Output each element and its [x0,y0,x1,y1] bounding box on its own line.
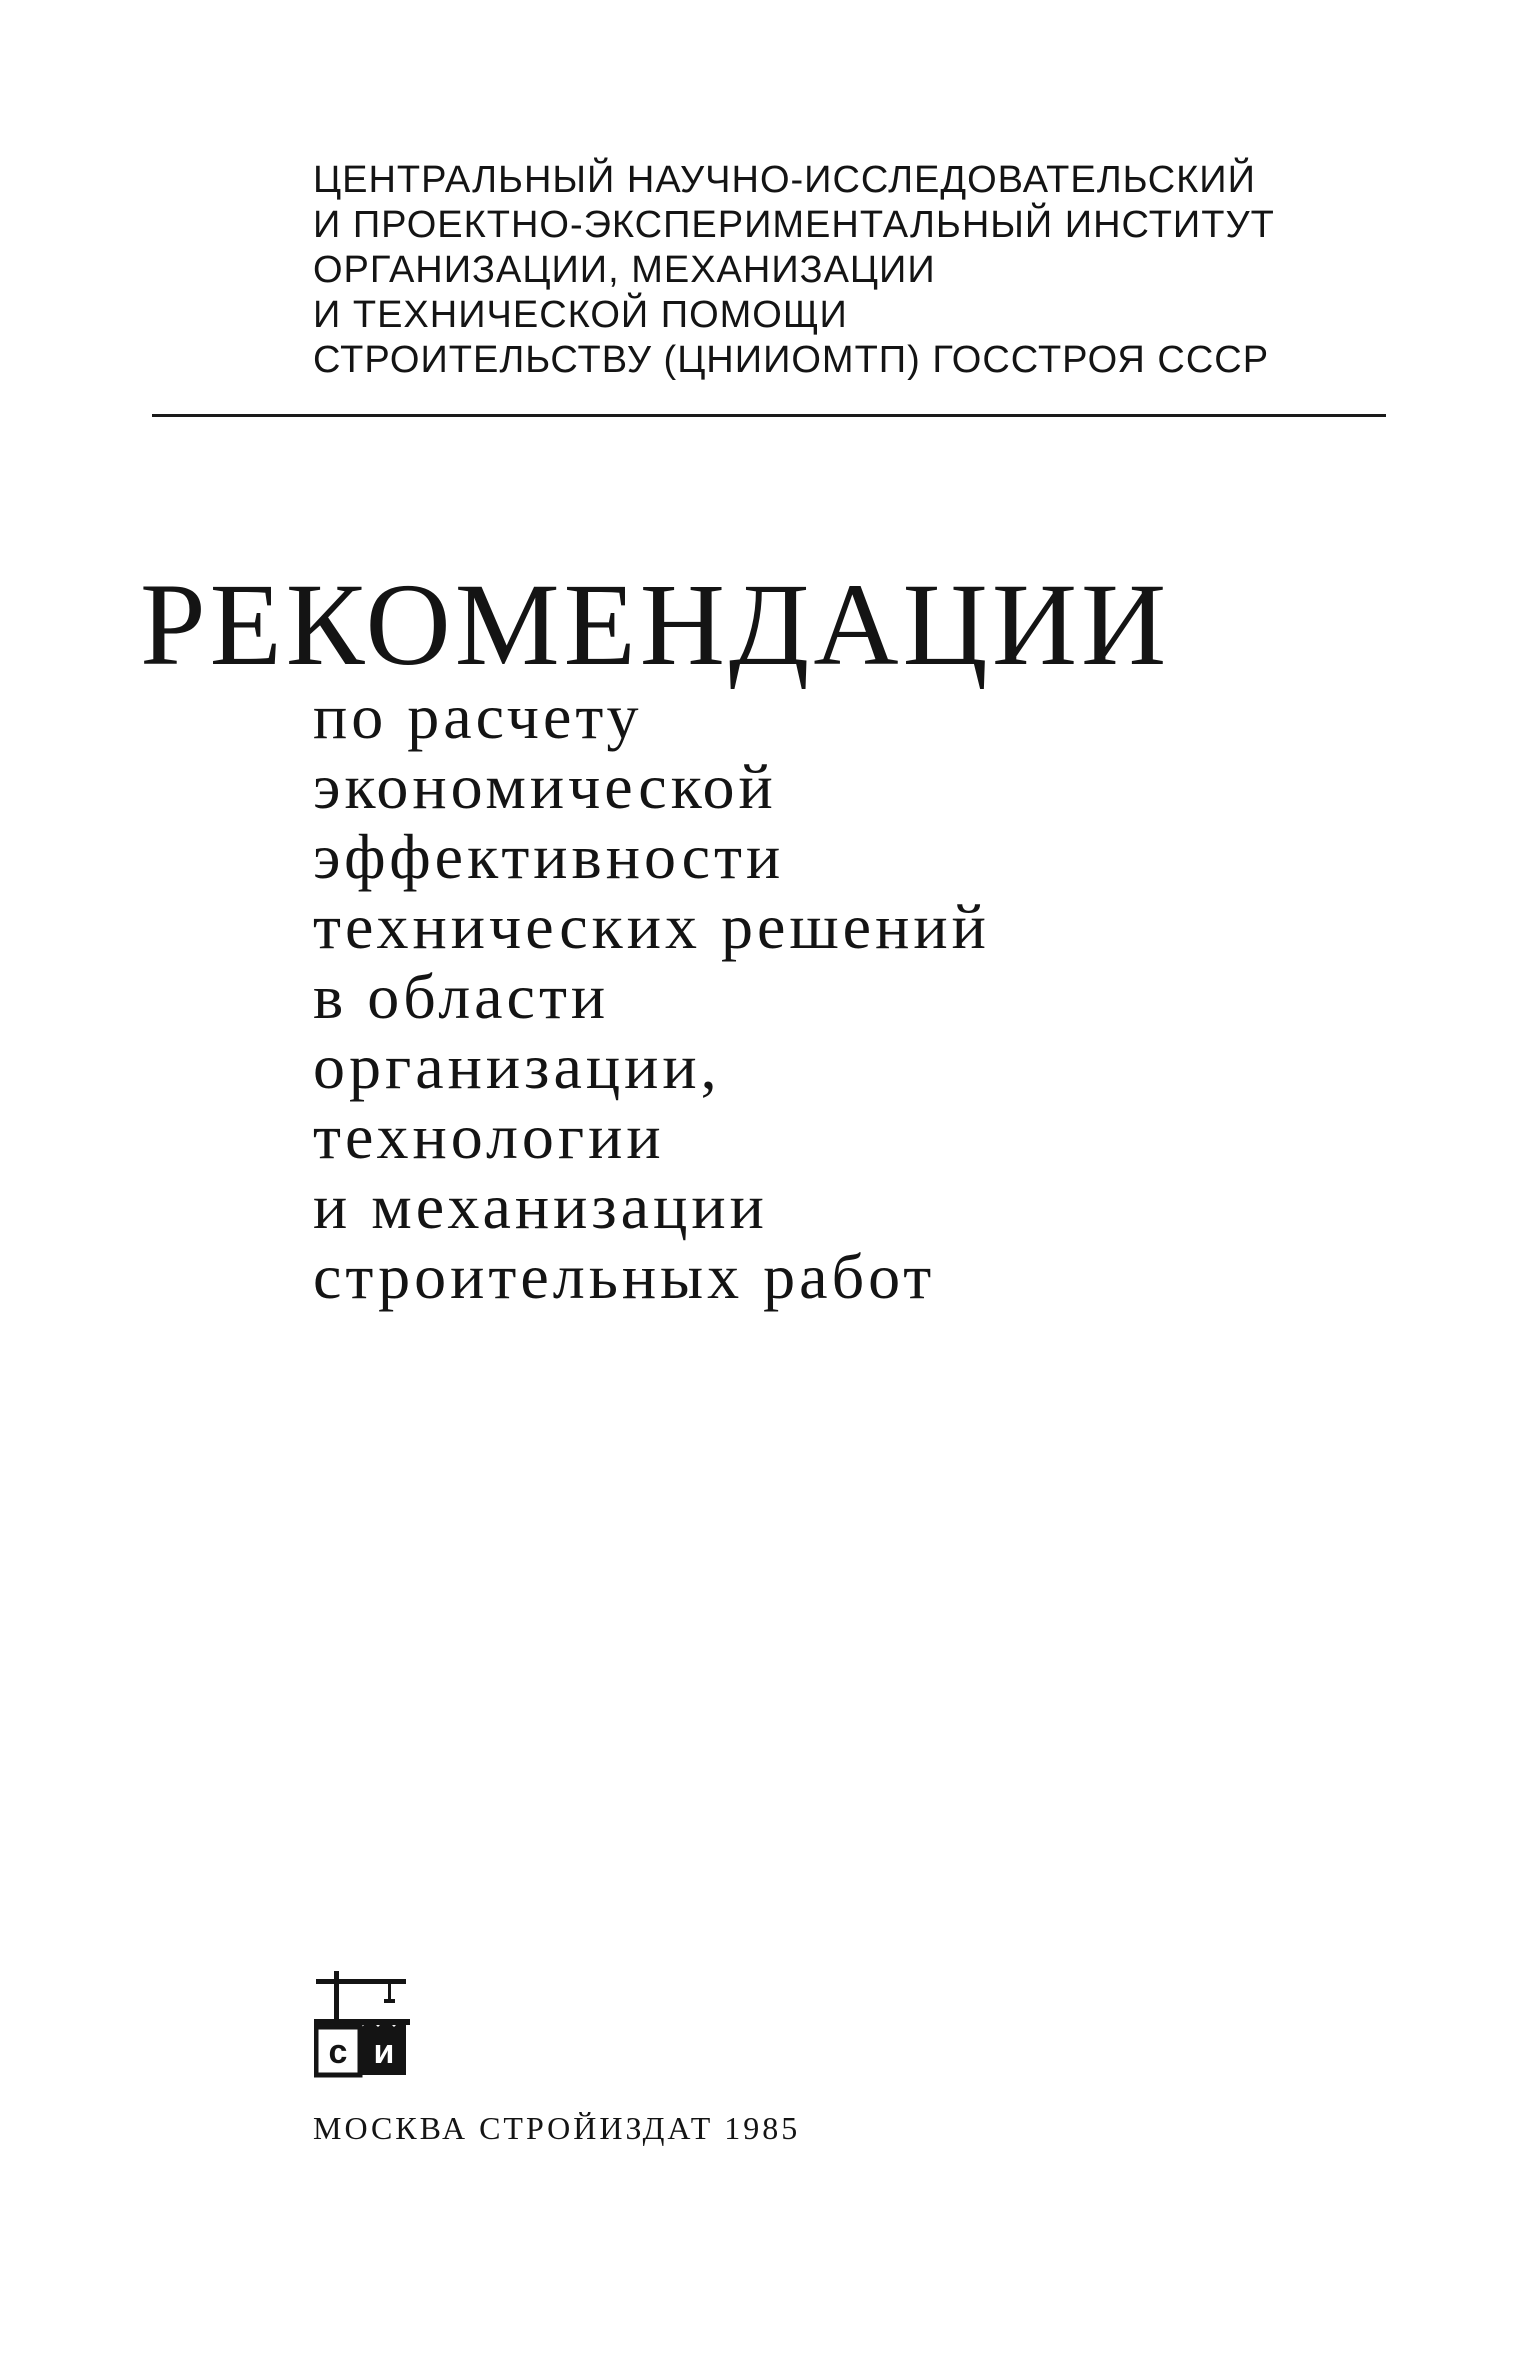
subtitle-line: технологии [313,1101,665,1172]
institution-line: ОРГАНИЗАЦИИ, МЕХАНИЗАЦИИ [313,249,936,291]
subtitle-line: экономической [313,751,777,822]
institution-line: И ТЕХНИЧЕСКОЙ ПОМОЩИ [313,294,848,336]
logo-letter-i: и [373,2033,395,2071]
publisher-logo-icon [314,1965,410,2080]
document-subtitle [313,682,990,1312]
document-title: РЕКОМЕНДАЦИИ [140,559,1171,690]
subtitle-line: и механизации [313,1171,768,1242]
header-divider [152,414,1386,417]
subtitle-line: организации, [313,1031,721,1102]
subtitle-line: эффективности [313,821,785,892]
institution-line: И ПРОЕКТНО-ЭКСПЕРИМЕНТАЛЬНЫЙ ИНСТИТУТ [313,204,1275,246]
subtitle-line: по расчету [313,681,643,752]
institution-line: ЦЕНТРАЛЬНЫЙ НАУЧНО-ИССЛЕДОВАТЕЛЬСКИЙ [313,159,1256,201]
subtitle-line: технических решений [313,891,990,962]
publisher-imprint: МОСКВА СТРОЙИЗДАТ 1985 [313,2110,801,2146]
subtitle-line: в области [313,961,610,1032]
logo-letter-s: с [328,2033,348,2071]
institution-line: СТРОИТЕЛЬСТВУ (ЦНИИОМТП) ГОССТРОЯ СССР [313,339,1270,381]
subtitle-line: строительных работ [313,1241,936,1312]
institution-header [313,158,1275,383]
